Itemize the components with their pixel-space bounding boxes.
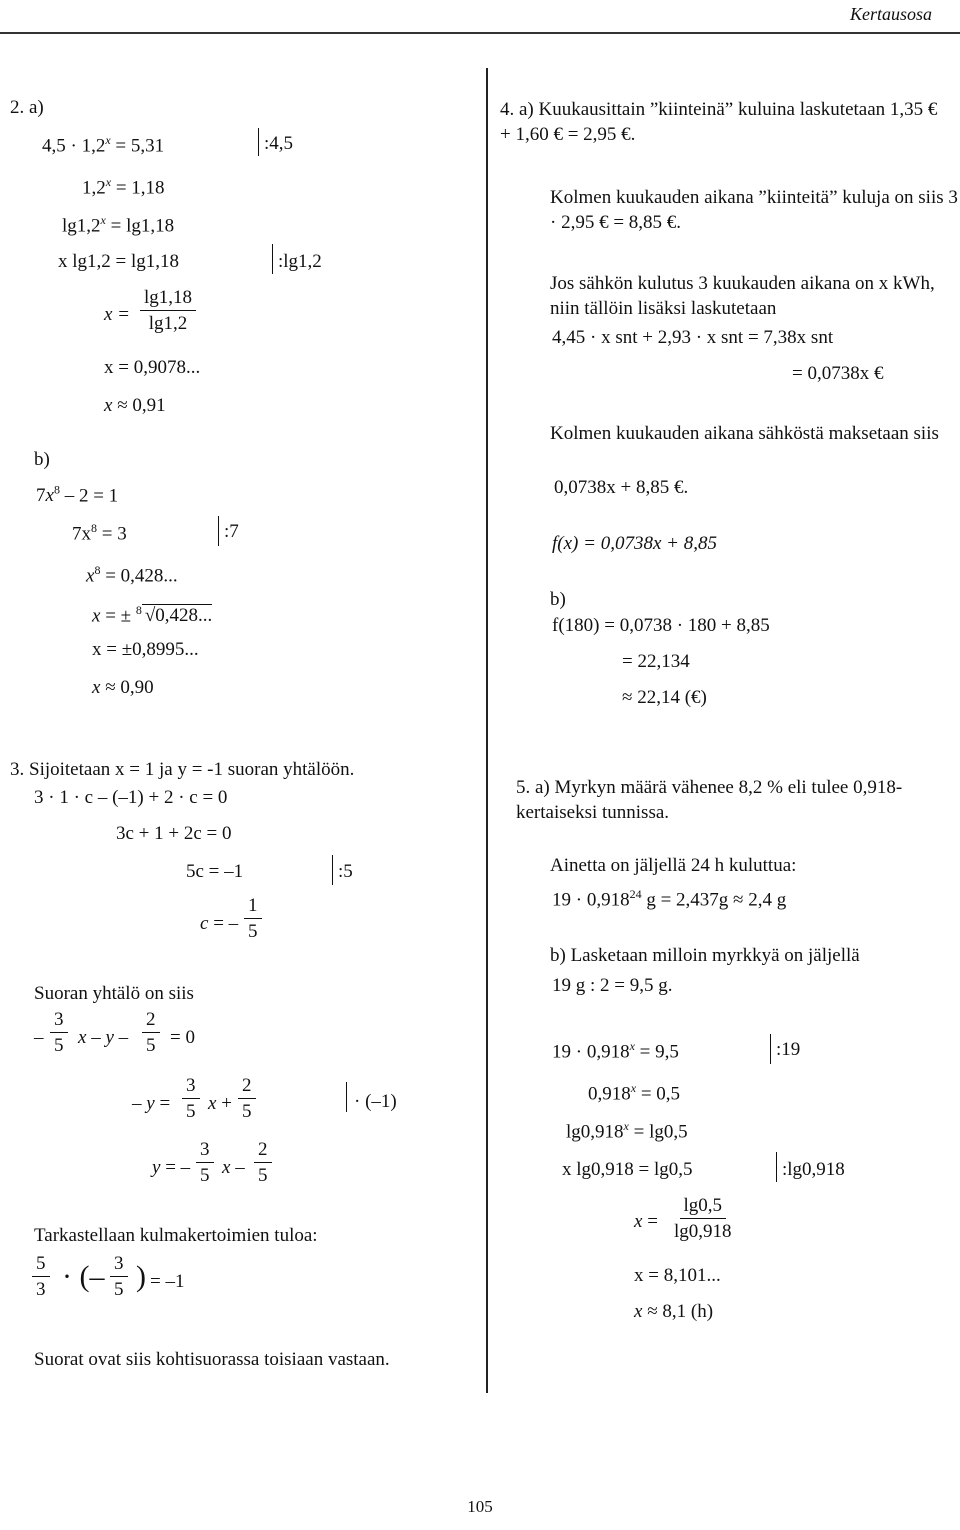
p4-eq1: 4,45 · x snt + 2,93 · x snt = 7,38x snt bbox=[552, 327, 834, 348]
p3-text1: Suoran yhtälö on siis bbox=[34, 983, 194, 1004]
p5-fraction: lg0,5 lg0,918 bbox=[674, 1195, 732, 1242]
p2-op2: :lg1,2 bbox=[278, 251, 322, 272]
problem-2-label: 2. a) bbox=[10, 97, 44, 118]
operation-bar bbox=[770, 1034, 771, 1064]
p3-frac-e: 3 5 bbox=[196, 1140, 214, 1185]
p4-b1: f(180) = 0,0738 · 180 + 8,85 bbox=[552, 615, 770, 636]
operation-bar bbox=[272, 244, 273, 274]
p3-text2: Tarkastellaan kulmakertoimien tuloa: bbox=[34, 1225, 318, 1246]
p5-s4: x lg0,918 = lg0,5 bbox=[562, 1159, 693, 1180]
p5-b-text: b) Lasketaan milloin myrkkyä on jäljellä bbox=[550, 945, 860, 966]
header-rule bbox=[0, 32, 960, 34]
p3-line-eq-c: = 0 bbox=[170, 1027, 195, 1048]
operation-bar bbox=[346, 1082, 347, 1112]
p5-s2: 0,918$^x$ = 0,5 bbox=[588, 1081, 681, 1105]
p3-c: c = – bbox=[200, 913, 239, 934]
p4-intro: 4. a) Kuukausittain ”kiinteinä” kuluina laskutetaan 1,35 € + 1,60 € = 2,95 €. bbox=[500, 99, 938, 145]
p2-b2: $7x^8 = 3$ bbox=[72, 521, 127, 545]
p2-x: x = bbox=[104, 304, 131, 325]
p3-y1b: x + bbox=[208, 1093, 232, 1114]
p5-x: x = bbox=[634, 1211, 658, 1232]
p3-y2b: x – bbox=[222, 1157, 245, 1178]
p2-eq1: $4,5 \cdot 1,2^x = 5,31$ bbox=[42, 133, 165, 157]
p3-frac-b: 2 5 bbox=[142, 1010, 160, 1055]
p3-conclusion: Suorat ovat siis kohtisuorassa toisiaan vastaan. bbox=[34, 1349, 390, 1370]
p5-s3: lg0,918$^x$ = lg0,5 bbox=[566, 1119, 688, 1143]
p3-op2: · (–1) bbox=[354, 1091, 397, 1112]
p2-eq2: 1,2$^x$ = 1,18 bbox=[82, 175, 165, 199]
p3-frac-c2: 3 5 bbox=[182, 1076, 200, 1121]
p3-line-eq: – bbox=[34, 1027, 44, 1048]
p2-b3: $x^8 = 0,428$... bbox=[86, 563, 178, 587]
operation-bar bbox=[258, 128, 259, 156]
p3-frac-a: 3 5 bbox=[50, 1010, 68, 1055]
p3-intro: 3. Sijoitetaan x = 1 ja y = -1 suoran yhtälöön. bbox=[10, 759, 355, 780]
p5-eq1: $19 \cdot 0,918^{24}$ g = 2,437g ≈ 2,4 g bbox=[552, 887, 787, 911]
p3-frac-c: 1 5 bbox=[244, 896, 262, 941]
p2-b4: x = ± $^8$ √0,428... bbox=[92, 603, 213, 627]
p3-paren-close: ) bbox=[136, 1260, 146, 1293]
p4-eq2: = 0,0738x € bbox=[792, 363, 884, 384]
operation-bar bbox=[218, 516, 219, 546]
p2-op1: :4,5 bbox=[264, 133, 294, 154]
p5-s6: x = 8,101... bbox=[634, 1265, 721, 1286]
p4-eq3: 0,0738x + 8,85 €. bbox=[554, 477, 689, 498]
p5-b-eq: 19 g : 2 = 9,5 g. bbox=[552, 975, 673, 996]
p5-op2: :lg0,918 bbox=[782, 1159, 845, 1180]
p5-op1: :19 bbox=[776, 1039, 801, 1060]
p3-eq2: 3c + 1 + 2c = 0 bbox=[116, 823, 232, 844]
p4-b-label: b) bbox=[550, 589, 566, 610]
p3-frac-d: 2 5 bbox=[238, 1076, 256, 1121]
p3-frac-h: 3 5 bbox=[110, 1254, 128, 1299]
p2-b5: x = ±0,8995... bbox=[92, 639, 199, 660]
p3-eq3: 5c = –1 bbox=[186, 861, 244, 882]
p2-approx: x ≈ 0,91 bbox=[104, 395, 166, 416]
p2-eq4: x lg1,2 = lg1,18 bbox=[58, 251, 180, 272]
p3-line-eq-b: x – y – bbox=[78, 1027, 129, 1048]
p3-y2: y = – bbox=[152, 1157, 191, 1178]
p2-b1: $7x^8 - 2 = 1$ bbox=[36, 483, 119, 507]
p2-eq3: lg1,2$^x$ = lg1,18 bbox=[62, 213, 175, 237]
p2-fraction: lg1,18 lg1,2 bbox=[140, 288, 196, 333]
p4-function: f(x) = 0,0738x + 8,85 bbox=[552, 533, 717, 554]
p2-op3: :7 bbox=[224, 521, 239, 542]
p2-b-label: b) bbox=[34, 449, 50, 470]
p2-b6: x ≈ 0,90 bbox=[92, 677, 154, 698]
p3-product: = –1 bbox=[150, 1271, 185, 1292]
p3-op1: :5 bbox=[338, 861, 353, 882]
p2-eq5: x = 0,9078... bbox=[104, 357, 201, 378]
p5-text1: Ainetta on jäljellä 24 h kuluttua: bbox=[550, 855, 797, 876]
p3-y1: – y = bbox=[132, 1093, 171, 1114]
p5-s1: $19 \cdot 0,918^x = 9,5$ bbox=[552, 1039, 679, 1063]
p4-text1: Kolmen kuukauden aikana ”kiinteitä” kuluja on siis 3 · 2,95 € = 8,85 €. bbox=[550, 187, 958, 233]
p4-b2: = 22,134 bbox=[622, 651, 690, 672]
page-number: 105 bbox=[467, 1497, 493, 1516]
p4-text3: Kolmen kuukauden aikana sähköstä maksetaan siis bbox=[550, 423, 939, 444]
p3-eq1: 3 · 1 · c – (–1) + 2 · c = 0 bbox=[34, 787, 228, 808]
p4-b3: ≈ 22,14 (€) bbox=[622, 687, 707, 708]
p3-frac-f: 2 5 bbox=[254, 1140, 272, 1185]
operation-bar bbox=[332, 855, 333, 885]
column-divider bbox=[486, 68, 488, 1393]
p5-intro: 5. a) Myrkyn määrä vähenee 8,2 % eli tulee 0,918-kertaiseksi tunnissa. bbox=[516, 777, 903, 823]
p4-text2: Jos sähkön kulutus 3 kuukauden aikana on x kWh, niin tällöin lisäksi laskutetaan bbox=[550, 273, 935, 319]
operation-bar bbox=[776, 1152, 777, 1182]
p5-s7: x ≈ 8,1 (h) bbox=[634, 1301, 714, 1322]
section-title: Kertausosa bbox=[849, 4, 932, 24]
p3-frac-g: 5 3 bbox=[32, 1254, 50, 1299]
p3-paren-open: · (– bbox=[62, 1260, 105, 1293]
